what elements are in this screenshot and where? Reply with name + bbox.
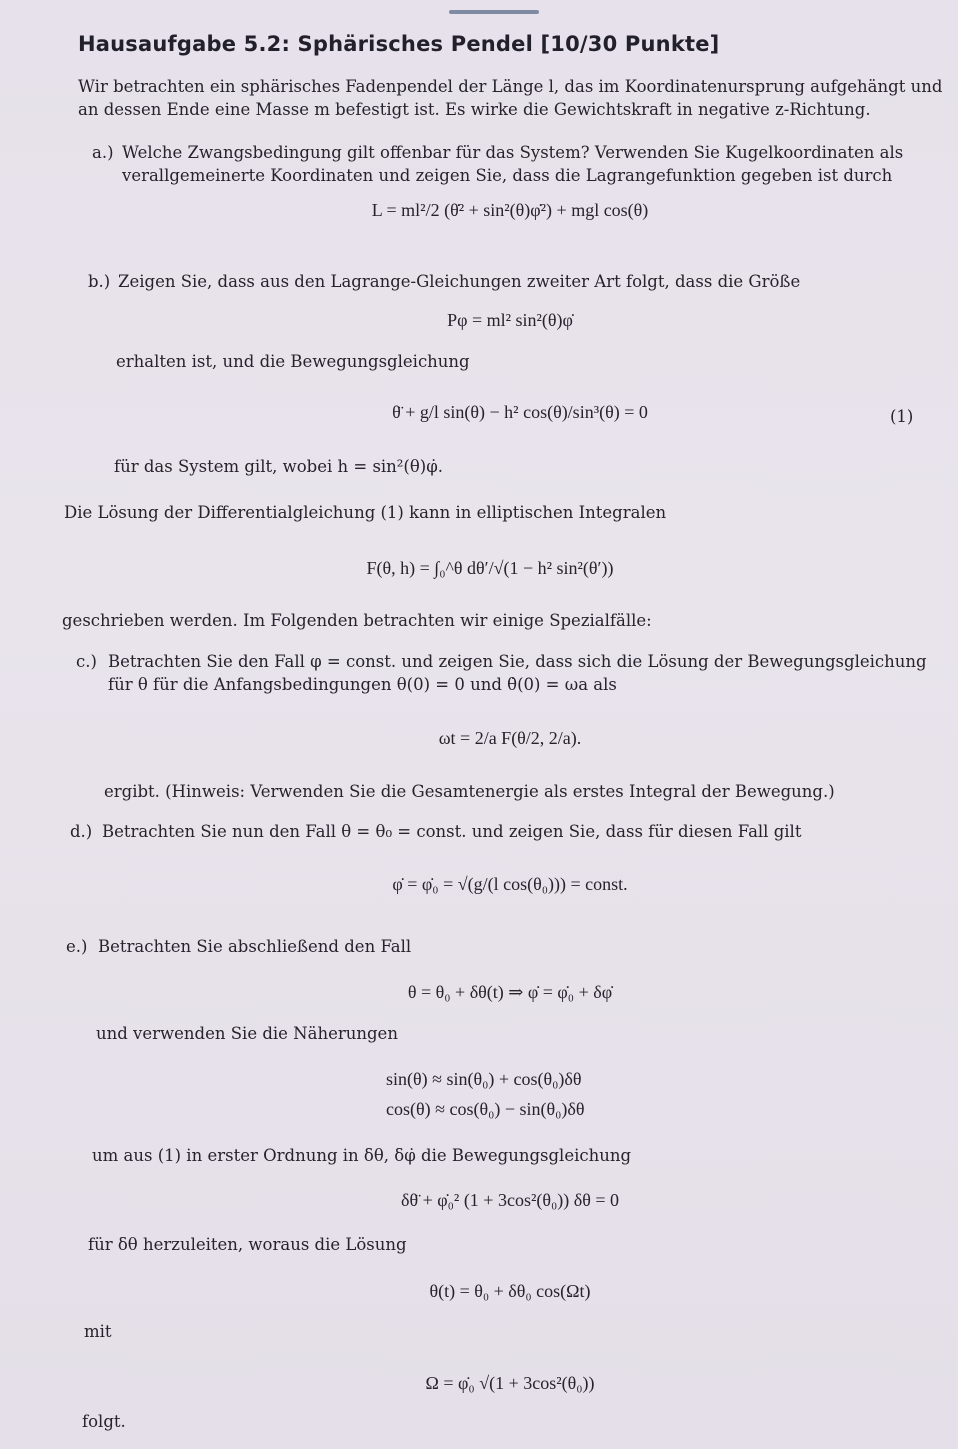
part-a-line-1: Welche Zwangsbedingung gilt offenbar für das System? Verwenden Sie Kugelkoordinaten als	[122, 143, 904, 162]
part-e-label: e.)	[66, 937, 88, 956]
lagrangian-equation: L = ml²/2 (θ̇² + sin²(θ)φ̇²) + mgl cos(θ)	[371, 200, 649, 220]
part-a-label: a.)	[92, 143, 114, 162]
part-e-line-2: und verwenden Sie die Näherungen	[96, 1024, 398, 1043]
elliptic-line-2: geschrieben werden. Im Folgenden betrachten wir einige Spezialfälle:	[62, 611, 652, 630]
frequency-equation: Ω = φ̇₀ √(1 + 3cos²(θ₀))	[425, 1373, 595, 1393]
conserved-momentum-equation: Pφ = ml² sin²(θ)φ̇	[447, 310, 573, 330]
perturbation-equation: θ = θ₀ + δθ(t) ⇒ φ̇ = φ̇₀ + δφ̇	[407, 982, 613, 1002]
part-c-line-2: für θ für die Anfangsbedingungen θ(0) = 0 und θ̇(0) = ωa als	[108, 675, 617, 694]
part-d-line: Betrachten Sie nun den Fall θ = θ₀ = const. und zeigen Sie, dass für diesen Fall gilt	[102, 822, 802, 841]
solution-e-equation: θ(t) = θ₀ + δθ₀ cos(Ωt)	[429, 1281, 591, 1301]
part-d-label: d.)	[70, 822, 93, 841]
part-e-line-4: für δθ herzuleiten, woraus die Lösung	[88, 1235, 407, 1254]
part-c-line-1: Betrachten Sie den Fall φ = const. und zeigen Sie, dass sich die Lösung der Bewegungsgleichung	[108, 652, 927, 671]
part-c-hint: ergibt. (Hinweis: Verwenden Sie die Gesamtenergie als erstes Integral der Bewegung.)	[104, 782, 835, 801]
solution-c-equation: ωt = 2/a F(θ/2, 2/a).	[438, 728, 582, 748]
mit-word: mit	[84, 1322, 112, 1341]
part-b-line-2: erhalten ist, und die Bewegungsgleichung	[116, 352, 470, 371]
linearized-equation: δθ̈ + φ̇₀² (1 + 3cos²(θ₀)) δθ = 0	[401, 1190, 619, 1210]
folgt-word: folgt.	[82, 1412, 126, 1431]
part-b-line-1: Zeigen Sie, dass aus den Lagrange-Gleichungen zweiter Art folgt, dass die Größe	[118, 272, 801, 291]
page-title: Hausaufgabe 5.2: Sphärisches Pendel [10/30 Punkte]	[78, 32, 720, 56]
part-b-line-3: für das System gilt, wobei h = sin²(θ)φ̇.	[114, 457, 444, 476]
part-e-line-3: um aus (1) in erster Ordnung in δθ, δφ̇ die Bewegungsgleichung	[92, 1146, 632, 1165]
approximation-sin: sin(θ) ≈ sin(θ₀) + cos(θ₀)δθ	[386, 1069, 582, 1089]
intro-line-2: an dessen Ende eine Masse m befestigt ist. Es wirke die Gewichtskraft in negative z-Richtung.	[78, 100, 871, 119]
elliptic-integral-equation: F(θ, h) = ∫₀^θ dθ′/√(1 − h² sin²(θ′))	[366, 558, 614, 578]
intro-line-1: Wir betrachten ein sphärisches Fadenpendel der Länge l, das im Koordinatenursprung aufgehängt und	[78, 77, 943, 96]
approximation-cos: cos(θ) ≈ cos(θ₀) − sin(θ₀)δθ	[386, 1099, 585, 1119]
part-b-label: b.)	[88, 272, 111, 291]
part-a-line-2: verallgemeinerte Koordinaten und zeigen Sie, dass die Lagrangefunktion gegeben ist durch	[122, 166, 893, 185]
elliptic-line-1: Die Lösung der Differentialgleichung (1) kann in elliptischen Integralen	[64, 503, 667, 522]
solution-d-equation: φ̇ = φ̇₀ = √(g/(l cos(θ₀))) = const.	[392, 874, 628, 894]
equation-number: (1)	[890, 407, 914, 426]
part-e-line-1: Betrachten Sie abschließend den Fall	[98, 937, 412, 956]
part-c-label: c.)	[76, 652, 97, 671]
equation-of-motion: θ̈ + g/l sin(θ) − h² cos(θ)/sin³(θ) = 0	[392, 402, 648, 422]
